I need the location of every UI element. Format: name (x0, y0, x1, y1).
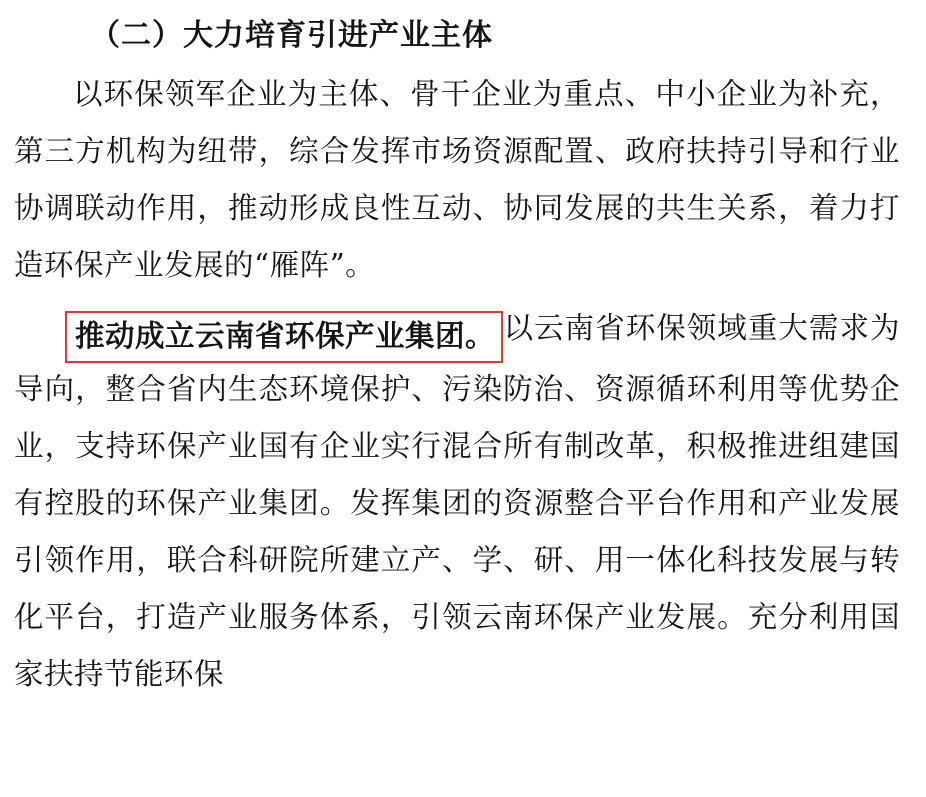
paragraph-1: 以环保领军企业为主体、骨干企业为重点、中小企业为补充，第三方机构为纽带，综合发挥市场资源配置、政府扶持引导和行业协调联动作用，推动形成良性互动、协同发展的共生关系，着力打造环保产业发展的“雁阵”。 (14, 77, 900, 282)
section-heading: （二）大力培育引进产业主体 (90, 18, 493, 53)
document-body (14, 8, 900, 703)
highlighted-sentence: 推动成立云南省环保产业集团。 (65, 311, 503, 363)
paragraph-2-text: 以云南省环保领域重大需求为导向，整合省内生态环境保护、污染防治、资源循环利用等优势企业，支持环保产业国有企业实行混合所有制改革，积极推进组建国有控股的环保产业集团。发挥集团的资源整合平台作用和产业发展引领作用，联合科研院所建立产、学、研、用一体化科技发展与转化平台，打造产业服务体系，引领云南环保产业发展。充分利用国家扶持节能环保 (14, 311, 900, 691)
paragraph-2 (14, 300, 900, 703)
